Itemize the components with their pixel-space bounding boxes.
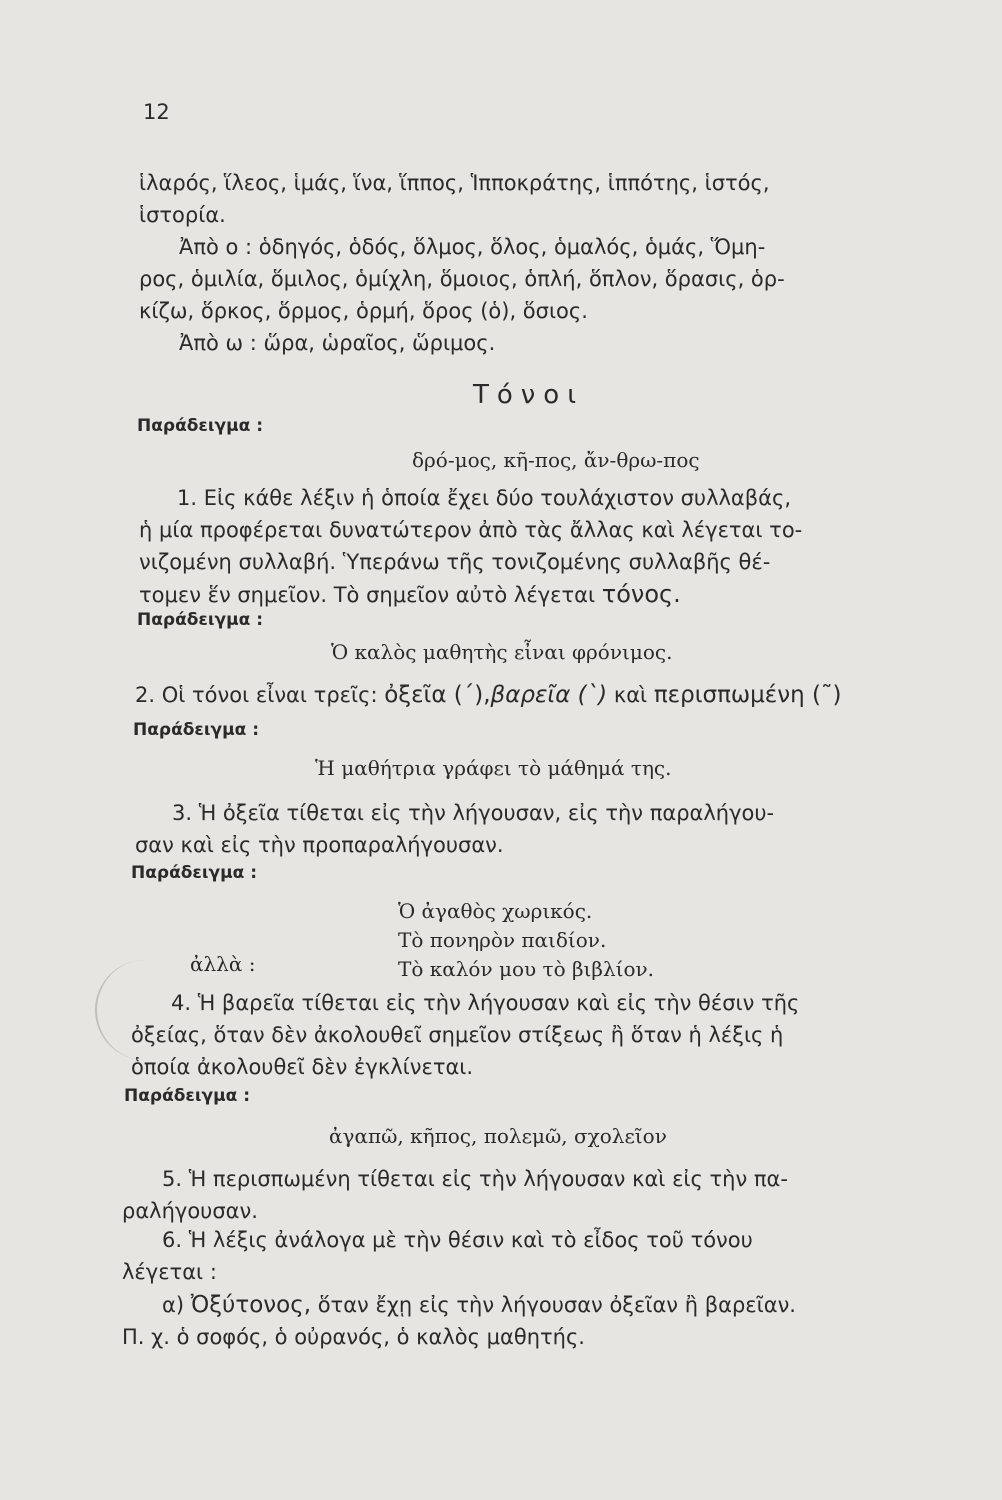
- page-number: 12: [143, 100, 170, 124]
- example-label: Παράδειγμα :: [133, 720, 260, 740]
- text-fragment: τομεν ἕν σημεῖον. Τὸ σημεῖον αὐτὸ λέγεται: [139, 583, 596, 607]
- keyword-bareia: βαρεῖα (`): [490, 682, 608, 708]
- example-label: Παράδειγμα :: [137, 416, 264, 436]
- text-line: ὀξείας, ὅταν δὲν ἀκολουθεῖ σημεῖον στίξεως ἢ ὅταν ἡ λέξις ἡ: [131, 1023, 784, 1047]
- keyword-perispomeni: περισπωμένη (῀): [653, 682, 842, 708]
- text-line: 5. Ἡ περισπωμένη τίθεται εἰς τὴν λήγουσαν καὶ εἰς τὴν πα-: [162, 1167, 788, 1191]
- text-fragment: καὶ: [613, 683, 648, 707]
- text-line: ὁποία ἀκολουθεῖ δὲν ἐγκλίνεται.: [131, 1055, 474, 1079]
- example-label: Παράδειγμα :: [131, 863, 258, 883]
- rule-1: [139, 482, 929, 611]
- rule-3: [135, 797, 925, 861]
- text-line: Ὁ ἀγαθὸς χωρικός.: [398, 899, 593, 923]
- example-label: Παράδειγμα :: [124, 1086, 251, 1106]
- omega-paragraph: Ἀπὸ ω : ὥρα, ὡραῖος, ὥριμος.: [179, 331, 496, 355]
- example-5: ἀγαπῶ, κῆπος, πολεμῶ, σχολεῖον: [329, 1124, 667, 1148]
- text-line: λέγεται :: [122, 1260, 217, 1284]
- rule-2: [135, 679, 925, 711]
- text-fragment: 2. Οἱ τόνοι εἶναι τρεῖς:: [135, 683, 378, 707]
- text-line: 1. Εἰς κάθε λέξιν ἡ ὁποία ἔχει δύο τουλάχιστον συλλαβάς,: [177, 486, 792, 510]
- text-fragment: ὅταν ἔχῃ εἰς τὴν λήγουσαν ὀξεῖαν ἢ βαρεῖαν.: [317, 1293, 796, 1317]
- text-line: ἡ μία προφέρεται δυνατώτερον ἀπὸ τὰς ἄλλας καὶ λέγεται το-: [139, 518, 803, 542]
- example-1: δρό-μος, κῆ-πος, ἄν-θρω-πος: [412, 448, 700, 472]
- alla-label: ἀλλὰ :: [190, 952, 256, 976]
- example-3: Ἡ μαθήτρια γράφει τὸ μάθημά της.: [315, 756, 672, 780]
- text-line: 4. Ἡ βαρεῖα τίθεται εἰς τὴν λήγουσαν καὶ εἰς τὴν θέσιν τῆς: [171, 991, 800, 1015]
- text-line: Τὸ πονηρὸν παιδίον.: [398, 928, 607, 952]
- text-fragment: α): [162, 1293, 185, 1317]
- section-heading: Τόνοι: [472, 380, 585, 410]
- text-line: σαν καὶ εἰς τὴν προπαραλήγουσαν.: [135, 833, 504, 857]
- text-line: ρος, ὁμιλία, ὅμιλος, ὁμίχλη, ὅμοιος, ὁπλή, ὅπλον, ὅρασις, ὁρ-: [139, 267, 785, 291]
- text-line: 6. Ἡ λέξις ἀνάλογα μὲ τὴν θέσιν καὶ τὸ εἶδος τοῦ τόνου: [162, 1228, 753, 1252]
- text-line: ραλήγουσαν.: [122, 1199, 258, 1223]
- text-line: νιζομένη συλλαβή. Ὑπεράνω τῆς τονιζομένης συλλαβῆς θέ-: [139, 550, 771, 574]
- keyword-tonos: τόνος.: [601, 580, 681, 608]
- text-line: [139, 578, 929, 611]
- text-line: [122, 1289, 922, 1321]
- intro-paragraph: [139, 167, 929, 231]
- rule-6a: [122, 1289, 922, 1353]
- text-line: Ἀπὸ ο : ὁδηγός, ὁδός, ὅλμος, ὅλος, ὁμαλός, ὁμάς, Ὅμη-: [179, 235, 766, 259]
- example-label: Παράδειγμα :: [137, 610, 264, 630]
- example-4: [398, 897, 654, 984]
- keyword-oxytonos: Ὀξύτονος,: [190, 1292, 312, 1318]
- text-line: κίζω, ὅρκος, ὅρμος, ὁρμή, ὅρος (ὁ), ὅσιος.: [139, 299, 588, 323]
- rule-4: [131, 987, 926, 1083]
- keyword-oxeia: ὀξεῖα (΄),: [384, 682, 491, 708]
- o-paragraph: [139, 231, 929, 327]
- rule-5: [122, 1163, 918, 1227]
- example-2: Ὁ καλὸς μαθητὴς εἶναι φρόνιμος.: [331, 640, 673, 664]
- text-line: Τὸ καλόν μου τὸ βιβλίον.: [398, 957, 655, 981]
- text-line: 3. Ἡ ὀξεῖα τίθεται εἰς τὴν λήγουσαν, εἰς τὴν παραλήγου-: [172, 801, 775, 825]
- text-line: ἱστορία.: [139, 203, 226, 227]
- text-line: Π. χ. ὁ σοφός, ὁ οὐρανός, ὁ καλὸς μαθητής.: [122, 1325, 585, 1349]
- text-line: ἱλαρός, ἵλεος, ἱμάς, ἵνα, ἵππος, Ἱπποκράτης, ἱππότης, ἱστός,: [139, 171, 770, 195]
- rule-6: [122, 1224, 912, 1288]
